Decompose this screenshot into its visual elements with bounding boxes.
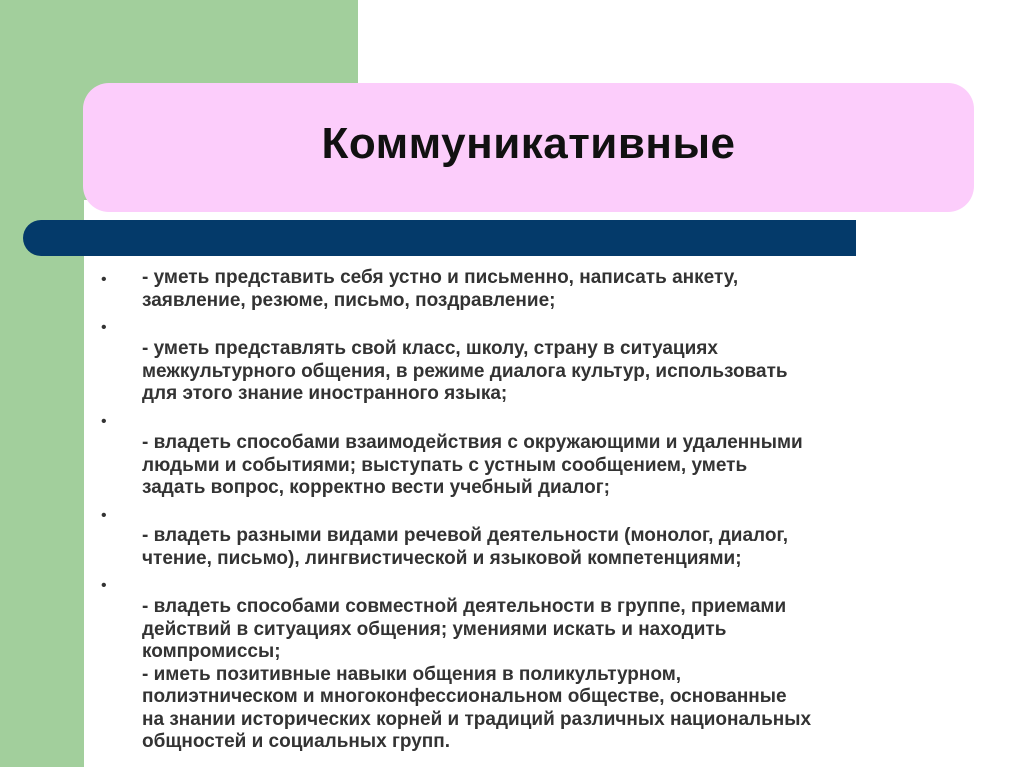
list-item-line: - уметь представлять свой класс, школу, страну в ситуациях [142,338,718,359]
list-item-line: действий в ситуациях общения; умениями искать и находить [142,618,727,640]
list-item-line: компромиссы; [142,641,281,662]
list-item-line: - владеть способами совместной деятельности в группе, приемами [142,596,787,617]
bullet-dot: • [101,507,107,524]
list-item [142,267,738,312]
list-item [142,432,803,500]
list-item [142,525,788,570]
list-item-line: людьми и событиями; выступать с устным сообщением, уметь [142,454,748,476]
bullet-dot: • [101,319,107,336]
list-item-line: - иметь позитивные навыки общения в поликультурном, [142,663,682,685]
list-item-line: задать вопрос, корректно вести учебный диалог; [142,477,610,498]
list-item-line: для этого знание иностранного языка; [142,383,508,404]
list-item-line: межкультурного общения, в режиме диалога культур, использовать [142,360,788,382]
slide-title: Коммуникативные [321,118,736,168]
list-item-line: заявление, резюме, письмо, поздравление; [142,289,556,311]
bullet-dot: • [101,577,107,594]
list-item-line: - уметь представить себя устно и письменно, написать анкету, [142,267,739,288]
list-item-line: общностей и социальных групп. [142,731,451,752]
bullet-dot: • [101,413,107,430]
list-item-line: полиэтническом и многоконфессиональном обществе, основанные [142,686,787,707]
list-item-line: чтение, письмо), лингвистической и языковой компетенциями; [142,547,742,569]
bullet-list [0,262,1024,762]
list-item [142,338,788,406]
list-item [142,596,811,754]
list-item-line: на знании исторических корней и традиций различных национальных [142,708,812,730]
bullet-dot: • [101,271,107,288]
title-box [83,83,974,212]
list-item-line: - владеть способами взаимодействия с окружающими и удаленными [142,432,803,453]
accent-bar [23,220,856,256]
list-item-line: - владеть разными видами речевой деятельности (монолог, диалог, [142,525,788,546]
